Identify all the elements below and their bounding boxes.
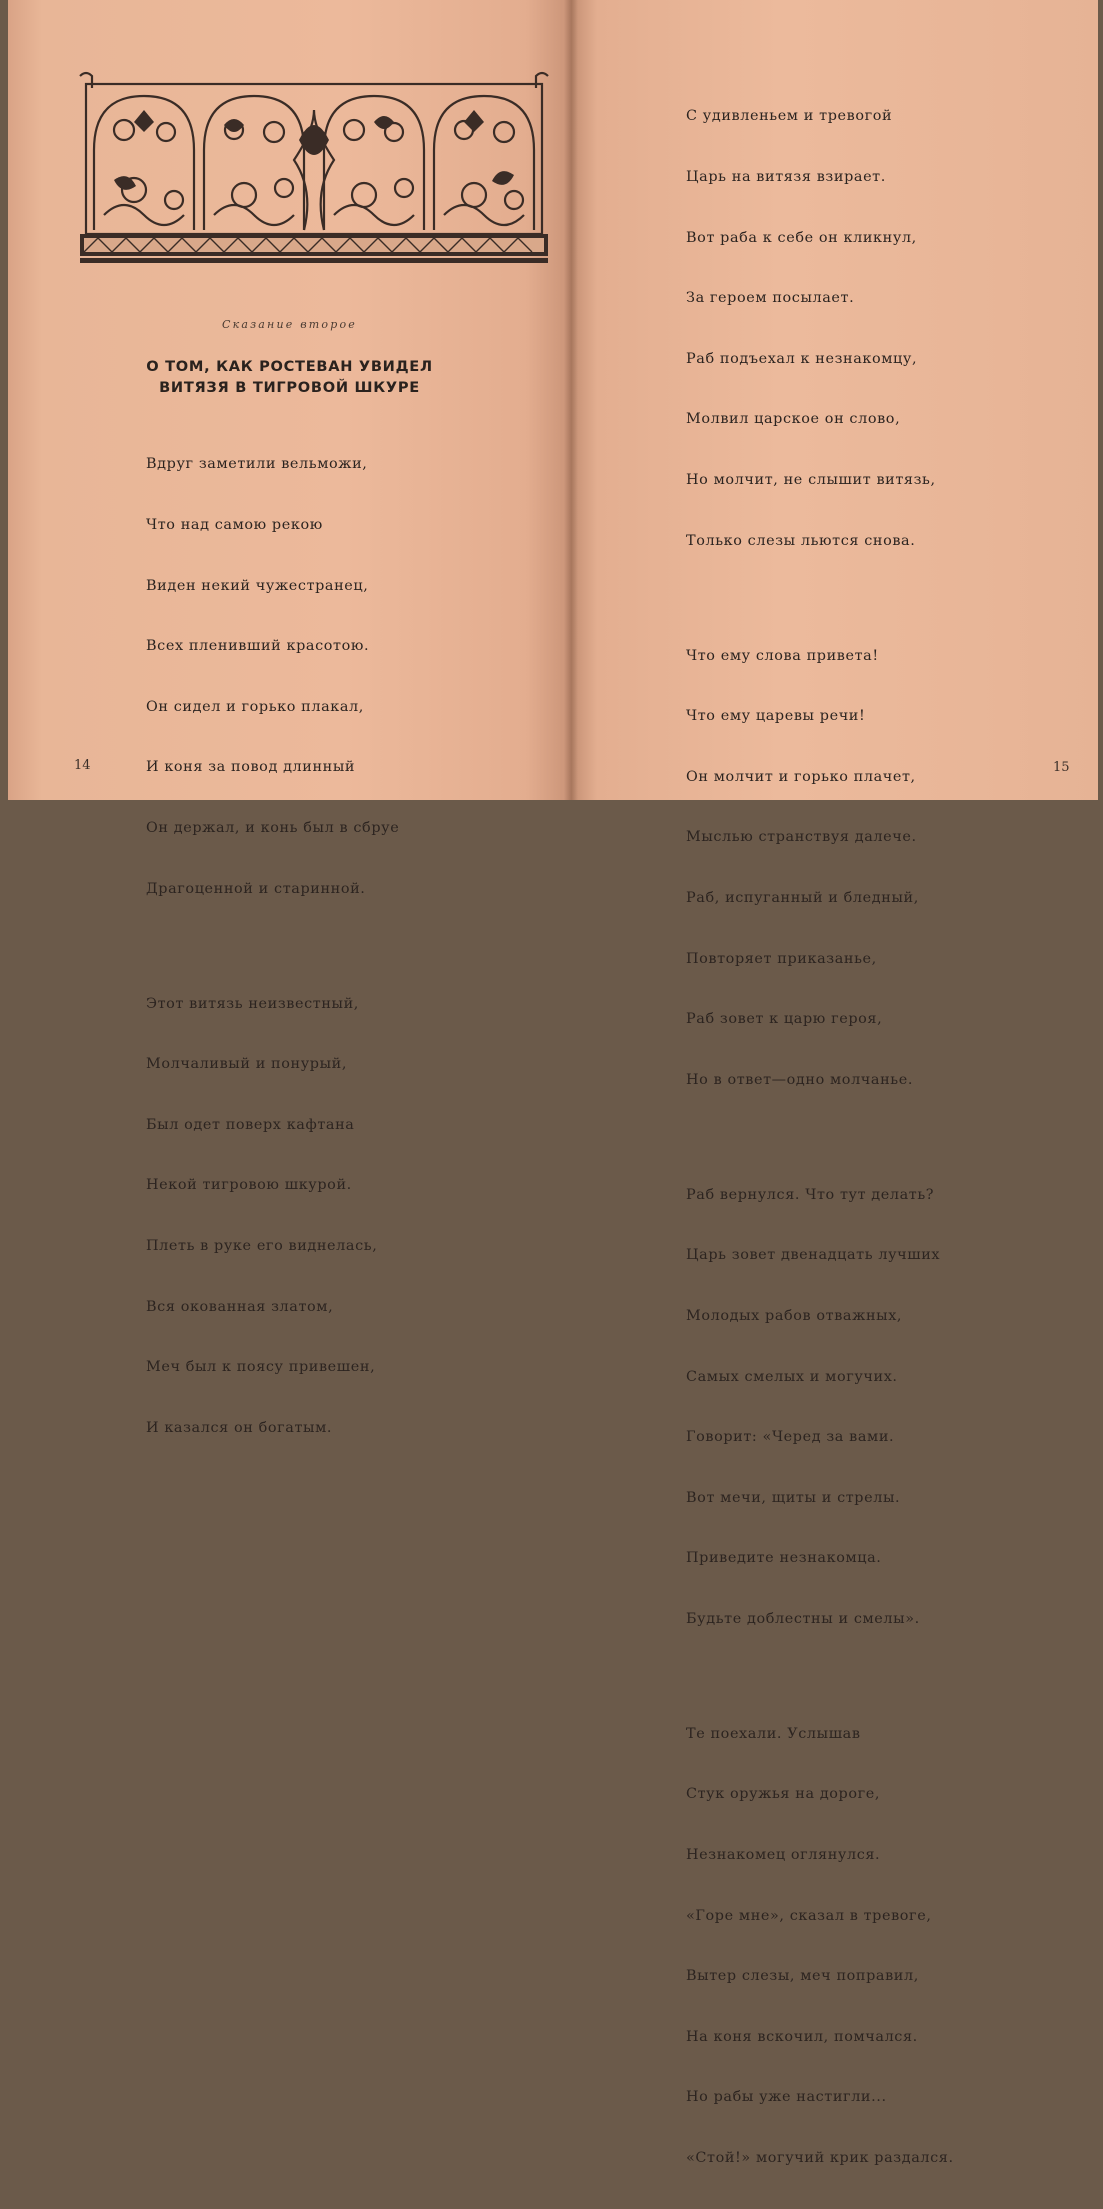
left-page xyxy=(8,0,571,1436)
verse-line: Он держал, и конь был в сбруе xyxy=(146,819,400,836)
verse-line: «Стой!» могучий крик раздался. xyxy=(686,2150,954,2167)
verse-line: Только слезы льются снова. xyxy=(686,532,916,549)
verse-line: Но в ответ—одно молчанье. xyxy=(686,1071,914,1088)
verse-line: Те поехали. Услышав xyxy=(686,1725,861,1742)
verse-line: Раб вернулся. Что тут делать? xyxy=(686,1186,935,1203)
book-gutter xyxy=(564,0,578,800)
verse-line: Что ему слова привета! xyxy=(686,647,879,664)
verse-line: Драгоценной и старинной. xyxy=(146,880,366,897)
verse-line: Молвил царское он слово, xyxy=(686,411,901,428)
verse-line: Вся окованная златом, xyxy=(146,1298,334,1315)
right-poem xyxy=(686,66,954,2209)
verse-line: Повторяет приказанье, xyxy=(686,950,877,967)
verse-line: Некой тигровою шкурой. xyxy=(146,1177,352,1194)
book-spread xyxy=(8,0,1098,2167)
stanza-gap xyxy=(146,939,399,953)
verse-line: Приведите незнакомца. xyxy=(686,1550,882,1567)
verse-line: Но молчит, не слышит витязь, xyxy=(686,471,936,488)
verse-line: Он молчит и горько плачет, xyxy=(686,768,916,785)
ornamental-headpiece xyxy=(74,70,554,266)
verse-line: И казался он богатым. xyxy=(146,1419,333,1436)
verse-line: Вот мечи, щиты и стрелы. xyxy=(686,1489,901,1506)
verse-line: Будьте доблестны и смелы». xyxy=(686,1610,920,1627)
left-poem xyxy=(146,414,399,1478)
verse-line: С удивленьем и тревогой xyxy=(686,108,893,125)
right-page xyxy=(571,0,1098,2167)
verse-line: Вдруг заметили вельможи, xyxy=(146,456,368,473)
chapter-title-line: ВИТЯЗЯ В ТИГРОВОЙ ШКУРЕ xyxy=(159,379,420,396)
verse-line: «Горе мне», сказал в тревоге, xyxy=(686,1907,932,1924)
verse-line: Молчаливый и понурый, xyxy=(146,1056,347,1073)
page-number-left: 14 xyxy=(74,758,91,773)
verse-line: Царь зовет двенадцать лучших xyxy=(686,1247,941,1264)
verse-line: На коня вскочил, помчался. xyxy=(686,2028,918,2045)
verse-line: Раб подъехал к незнакомцу, xyxy=(686,350,918,367)
stanza-gap xyxy=(686,1669,954,1683)
verse-line: Виден некий чужестранец, xyxy=(146,577,369,594)
verse-line: Этот витязь неизвестный, xyxy=(146,995,359,1012)
verse-line: Меч был к поясу привешен, xyxy=(146,1359,376,1376)
verse-line: Он сидел и горько плакал, xyxy=(146,698,364,715)
verse-line: Был одет поверх кафтана xyxy=(146,1116,355,1133)
verse-line: Что ему царевы речи! xyxy=(686,708,866,725)
verse-line: Царь на витязя взирает. xyxy=(686,169,886,185)
verse-line: Стук оружья на дороге, xyxy=(686,1786,881,1803)
verse-line: Плеть в руке его виднелась, xyxy=(146,1237,378,1254)
stanza-gap xyxy=(686,1130,954,1144)
verse-line: За героем посылает. xyxy=(686,290,855,307)
verse-line: Раб, испуганный и бледный, xyxy=(686,889,919,906)
verse-line: Говорит: «Черед за вами. xyxy=(686,1429,895,1446)
page-number-right: 15 xyxy=(1053,760,1070,775)
verse-line: Мыслью странствуя далече. xyxy=(686,829,917,846)
verse-line: Вот раба к себе он кликнул, xyxy=(686,229,917,246)
chapter-label: Сказание второе xyxy=(221,318,358,331)
stanza-gap xyxy=(686,591,954,605)
verse-line: Раб зовет к царю героя, xyxy=(686,1011,883,1028)
chapter-title-line: О ТОМ, КАК РОСТЕВАН УВИДЕЛ xyxy=(146,358,433,375)
verse-line: Что над самою рекою xyxy=(146,517,323,533)
verse-line: Незнакомец оглянулся. xyxy=(686,1847,881,1864)
verse-line: И коня за повод длинный xyxy=(146,759,356,776)
verse-line: Вытер слезы, меч поправил, xyxy=(686,1968,919,1985)
verse-line: Всех пленивший красотою. xyxy=(146,638,370,655)
verse-line: Самых смелых и могучих. xyxy=(686,1368,898,1385)
chapter-title xyxy=(8,356,571,398)
verse-line: Молодых рабов отважных, xyxy=(686,1307,903,1324)
verse-line: Но рабы уже настигли... xyxy=(686,2089,887,2106)
